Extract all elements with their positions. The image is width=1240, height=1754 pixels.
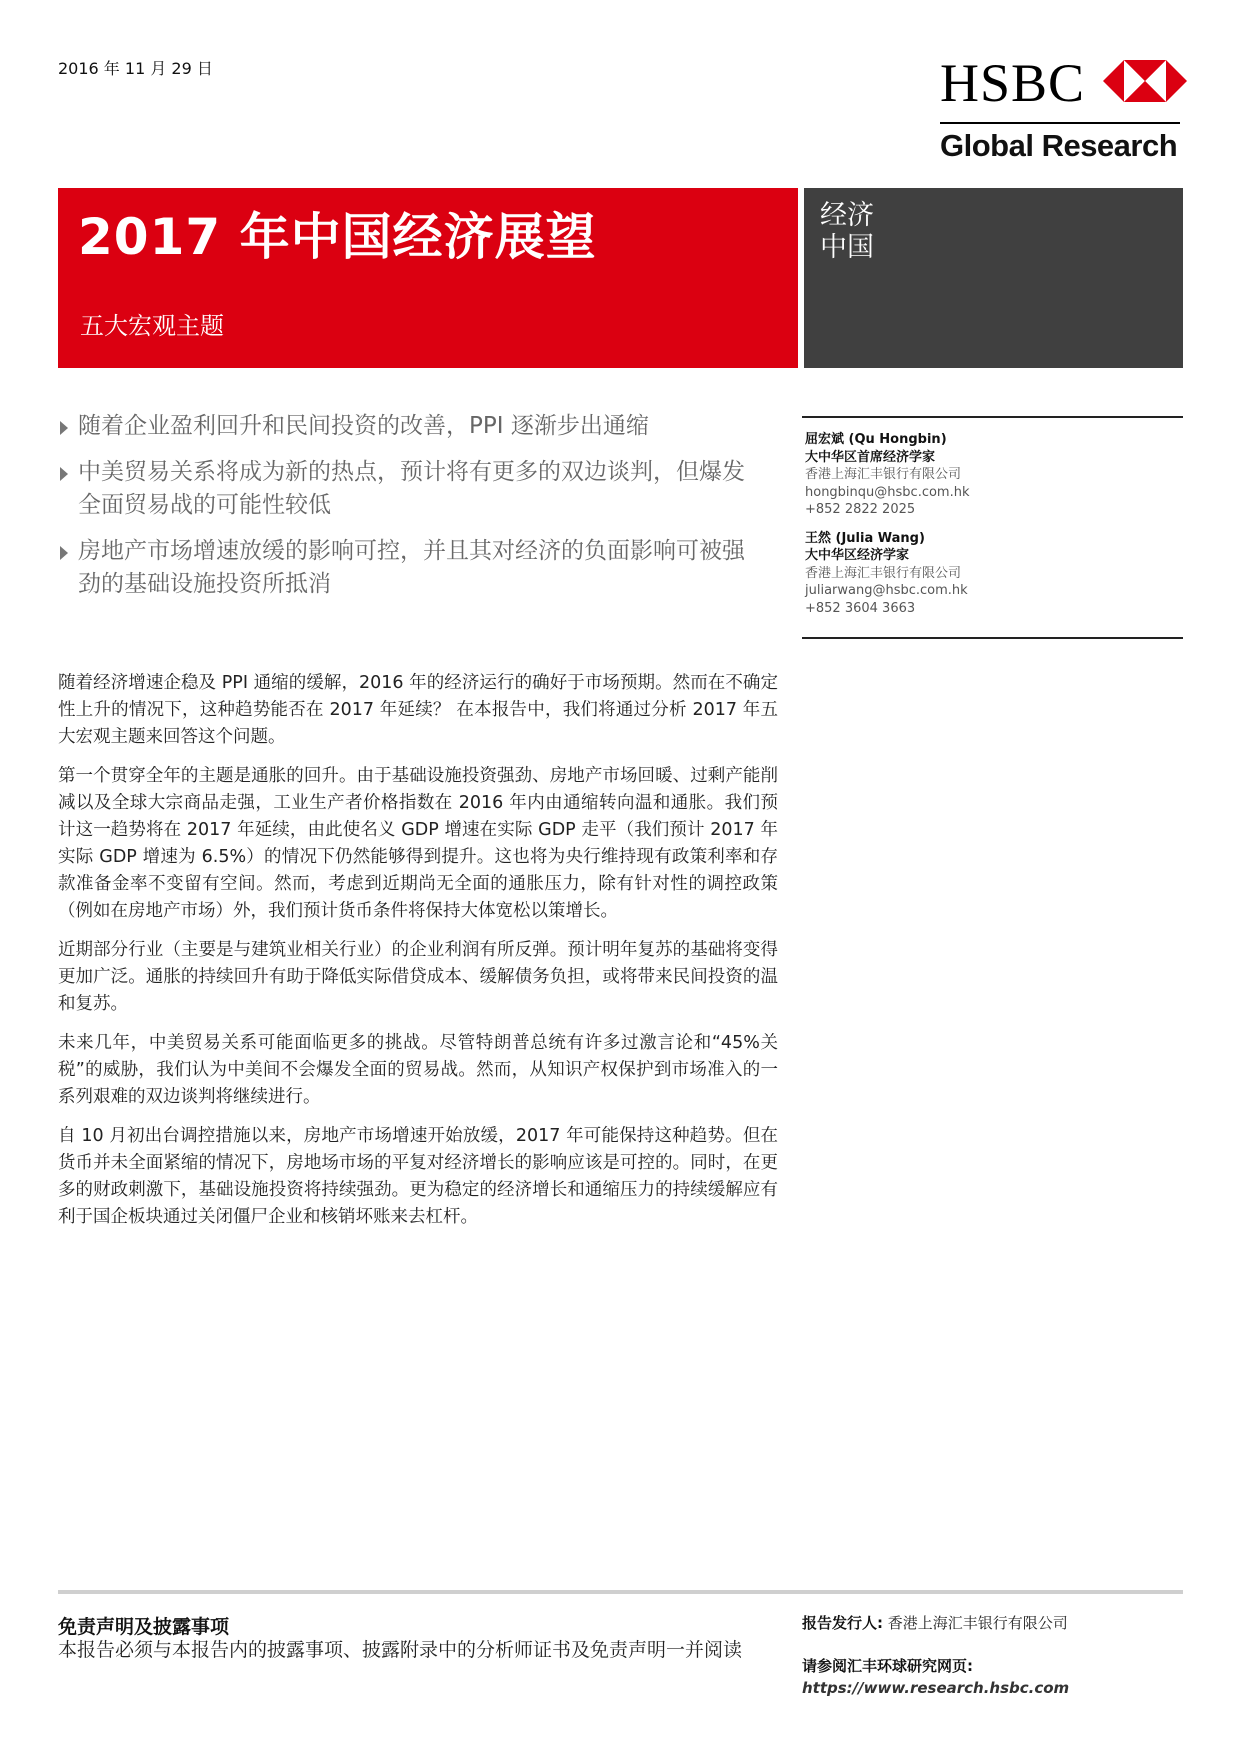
logo-subtitle: Global Research: [940, 128, 1178, 163]
analyst-card: [805, 431, 1175, 519]
analyst-phone: +852 2822 2025: [805, 502, 916, 517]
analyst-company: 香港上海汇丰银行有限公司: [805, 565, 962, 581]
analyst-box-top-rule: [802, 416, 1183, 418]
analyst-email[interactable]: hongbinqu@hsbc.com.hk: [805, 484, 970, 500]
analyst-role: 大中华区首席经济学家: [805, 449, 936, 465]
triangle-bullet-icon: [60, 421, 68, 435]
report-category: 经济: [820, 200, 874, 231]
analyst-card: [805, 530, 1175, 618]
category-panel: [804, 188, 1183, 368]
highlight-item: [58, 456, 758, 522]
research-site-link[interactable]: https://www.research.hsbc.com: [802, 1679, 1070, 1697]
logo-divider: [940, 122, 1180, 124]
report-body: [58, 670, 778, 1243]
title-banner: [58, 188, 798, 368]
highlight-text: 随着企业盈利回升和民间投资的改善，PPI 逐渐步出通缩: [78, 413, 649, 439]
body-paragraph: 自 10 月初出台调控措施以来，房地产市场增速开始放缓，2017 年可能保持这种趋势。但在货币并未全面紧缩的情况下，房地场市场的平复对经济增长的影响应该是可控的。同时，在更多的财政刺激下，基础设施投资将持续强劲。更为稳定的经济增长和通缩压力的持续缓解应有利于国企板块通过关闭僵尸企业和核销坏账来去杠杆。: [58, 1126, 778, 1227]
analyst-email[interactable]: juliarwang@hsbc.com.hk: [805, 583, 968, 598]
analyst-box-bottom-rule: [802, 637, 1183, 639]
analyst-company: 香港上海汇丰银行有限公司: [805, 467, 962, 482]
report-subtitle: 五大宏观主题: [80, 312, 224, 340]
body-paragraph: 第一个贯穿全年的主题是通胀的回升。由于基础设施投资强劲、房地产市场回暖、过剩产能削减以及全球大宗商品走强，工业生产者价格指数在 2016 年内由通缩转向温和通胀。我们预计这一趋势将在 2017 年延续，由此使名义 GDP 增速在实际 GDP 走平（我们预计 2017 年实际 GDP 增速为 6.5%）的情况下仍然能够得到提升。这也将为央行维持现有政策利率和存款准备金率不变留有空间。然而，考虑到近期尚无全面的通胀压力，除有针对性的调控政策（例如在房地产市场）外，我们预计货币条件将保持大体宽松以策增长。: [58, 766, 778, 921]
highlight-item: [58, 410, 758, 443]
highlight-text: 房地产市场增速放缓的影响可控，并且其对经济的负面影响可被强劲的基础设施投资所抵消: [78, 538, 745, 597]
body-paragraph: 近期部分行业（主要是与建筑业相关行业）的企业利润有所反弹。预计明年复苏的基础将变得更加广泛。通胀的持续回升有助于降低实际借贷成本、缓解债务负担，或将带来民间投资的温和复苏。: [58, 940, 778, 1014]
analyst-list: [805, 431, 1175, 617]
footer-divider: [58, 1590, 1183, 1594]
key-highlights: [58, 410, 758, 614]
issuer-label: 报告发行人:: [802, 1614, 883, 1632]
hsbc-hexagon-icon: [1103, 60, 1187, 102]
highlight-item: [58, 535, 758, 601]
research-site-label: 请参阅汇丰环球研究网页:: [802, 1657, 973, 1675]
body-paragraph: 随着经济增速企稳及 PPI 通缩的缓解，2016 年的经济运行的确好于市场预期。然而在不确定性上升的情况下，这种趋势能否在 2017 年延续？ 在本报告中，我们将通过分析 2017 年五大宏观主题来回答这个问题。: [58, 673, 778, 747]
hsbc-logo: [940, 53, 1180, 163]
analyst-role: 大中华区经济学家: [805, 548, 910, 563]
logo-wordmark: HSBC: [940, 53, 1086, 113]
triangle-bullet-icon: [60, 546, 68, 560]
analyst-name: 王然 (Julia Wang): [805, 530, 925, 546]
highlight-text: 中美贸易关系将成为新的热点，预计将有更多的双边谈判，但爆发全面贸易战的可能性较低: [78, 459, 745, 518]
body-paragraph: 未来几年，中美贸易关系可能面临更多的挑战。尽管特朗普总统有许多过激言论和“45%关税”的威胁，我们认为中美间不会爆发全面的贸易战。然而，从知识产权保护到市场准入的一系列艰难的双边谈判将继续进行。: [58, 1033, 778, 1107]
report-title: 2017 年中国经济展望: [78, 208, 597, 266]
report-issuer: [802, 1612, 1068, 1633]
analyst-name: 屈宏斌 (Qu Hongbin): [805, 432, 947, 447]
triangle-bullet-icon: [60, 467, 68, 481]
analyst-phone: +852 3604 3663: [805, 600, 916, 616]
report-date: 2016 年 11 月 29 日: [58, 59, 213, 78]
report-region: 中国: [820, 232, 874, 263]
disclaimer-text: 本报告必须与本报告内的披露事项、披露附录中的分析师证书及免责声明一并阅读: [58, 1639, 743, 1661]
disclaimer-title: 免责声明及披露事项: [58, 1616, 230, 1638]
issuer-value: 香港上海汇丰银行有限公司: [883, 1614, 1068, 1632]
